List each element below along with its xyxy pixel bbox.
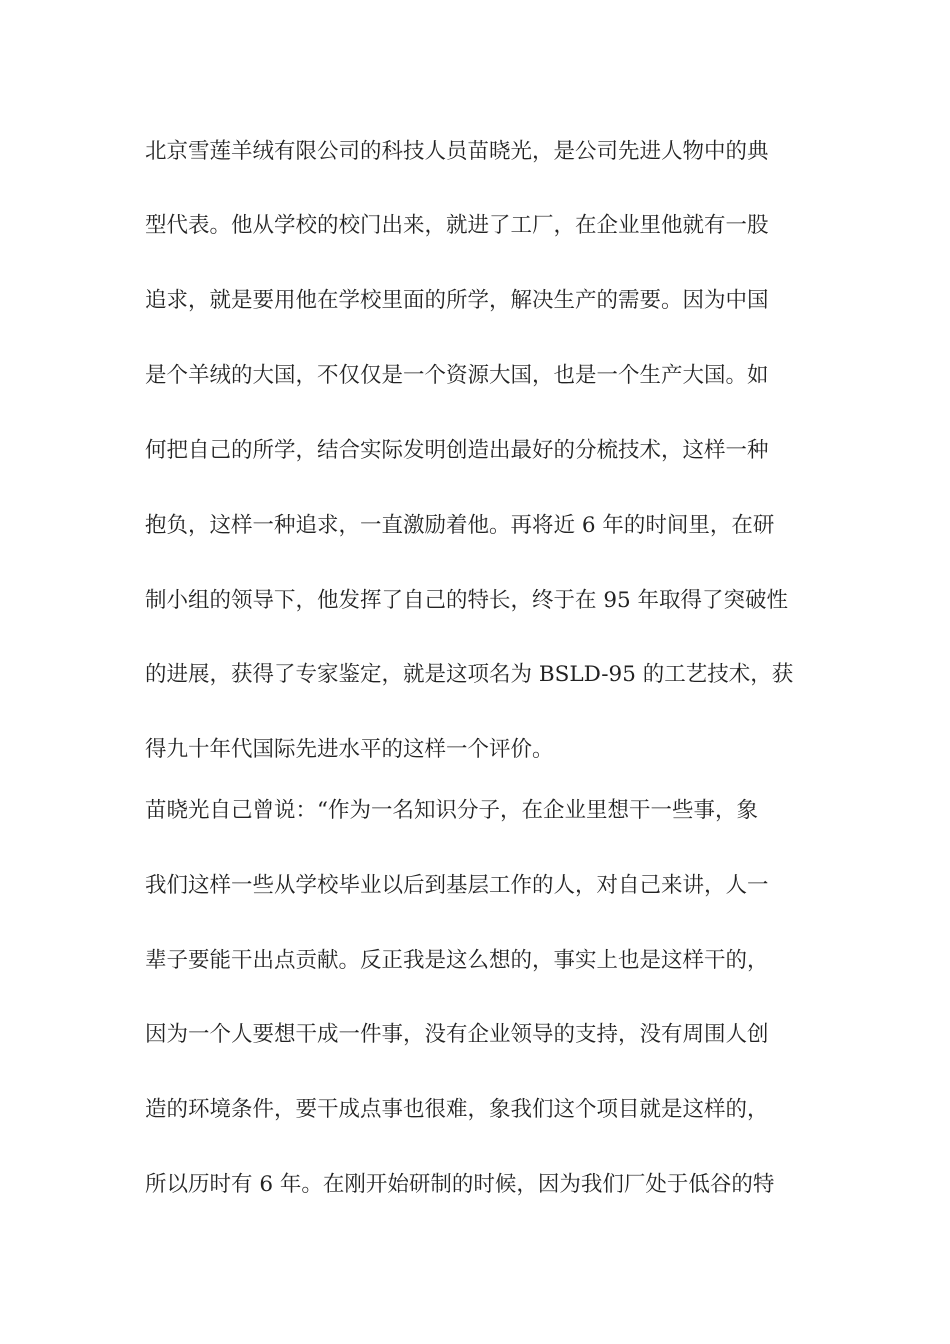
text-line: 辈子要能干出点贡献。反正我是这么想的，事实上也是这样干的， xyxy=(145,948,769,973)
text-line: 所以历时有 6 年。在刚开始研制的时候，因为我们厂处于低谷的特 xyxy=(145,1172,775,1197)
text-line: 型代表。他从学校的校门出来，就进了工厂，在企业里他就有一股 xyxy=(145,213,769,238)
text-line: 北京雪莲羊绒有限公司的科技人员苗晓光，是公司先进人物中的典 xyxy=(145,139,769,164)
text-line: 我们这样一些从学校毕业以后到基层工作的人，对自己来讲，人一 xyxy=(145,873,769,898)
text-line: 的进展，获得了专家鉴定，就是这项名为 BSLD-95 的工艺技术，获 xyxy=(145,662,794,687)
text-line: 制小组的领导下，他发挥了自己的特长，终于在 95 年取得了突破性 xyxy=(145,588,789,613)
text-line: 得九十年代国际先进水平的这样一个评价。 xyxy=(145,737,554,762)
text-line: 苗晓光自己曾说：“作为一名知识分子，在企业里想干一些事，象 xyxy=(145,798,758,823)
text-line: 是个羊绒的大国，不仅仅是一个资源大国，也是一个生产大国。如 xyxy=(145,363,769,388)
text-line: 何把自己的所学，结合实际发明创造出最好的分梳技术，这样一种 xyxy=(145,438,769,463)
text-line: 追求，就是要用他在学校里面的所学，解决生产的需要。因为中国 xyxy=(145,288,769,313)
text-line: 因为一个人要想干成一件事，没有企业领导的支持，没有周围人创 xyxy=(145,1022,769,1047)
text-line: 抱负，这样一种追求，一直激励着他。再将近 6 年的时间里，在研 xyxy=(145,513,775,538)
text-line: 造的环境条件，要干成点事也很难，象我们这个项目就是这样的， xyxy=(145,1097,769,1122)
